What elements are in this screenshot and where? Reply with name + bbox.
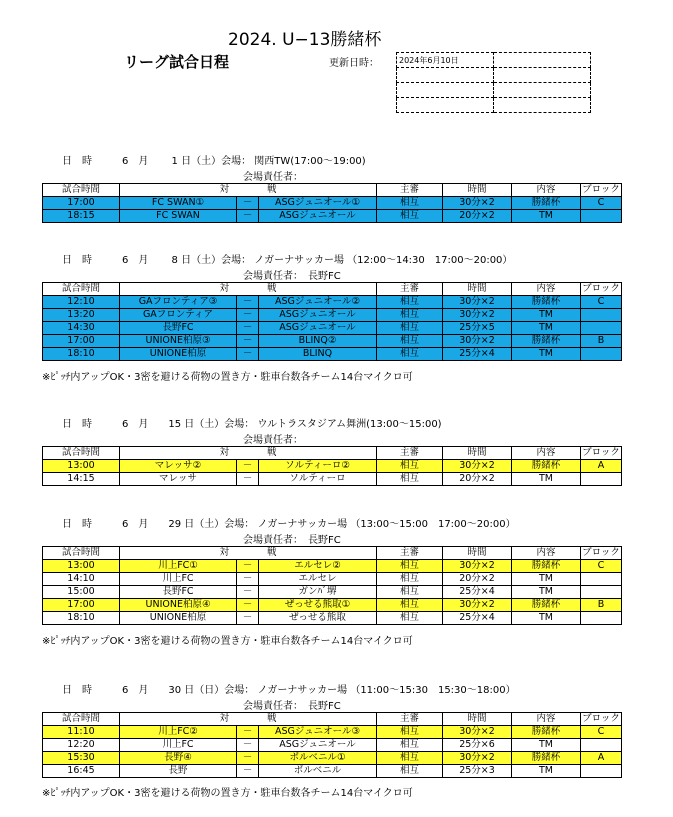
home-team-cell: 長野FC — [120, 322, 237, 335]
match-table — [42, 546, 622, 625]
vs-cell: － — [237, 335, 259, 348]
away-team-cell: ASGジュニオール — [259, 322, 377, 335]
header-cell: ブロック — [582, 283, 620, 294]
block-cell: C — [581, 560, 622, 573]
away-team-cell: ASGジュニオール — [259, 210, 377, 223]
time-cell: 14:10 — [43, 573, 120, 586]
table-header-row — [43, 713, 622, 726]
vs-cell: － — [237, 599, 259, 612]
home-team-cell: 川上FC — [120, 573, 237, 586]
referee-cell: 相互 — [377, 460, 443, 473]
block-cell — [581, 348, 622, 361]
type-cell: 勝緒杯 — [512, 335, 581, 348]
footnote: ※ﾋﾟｯﾁ内アップOK・3密を避ける荷物の置き方・駐車台数各チーム14台マイクロ可 — [42, 788, 413, 799]
away-team-cell: BLINQ② — [259, 335, 377, 348]
header-cell: 主審 — [377, 547, 443, 560]
header-cell: ブロック — [582, 547, 620, 558]
duration-cell: 30分×2 — [443, 460, 512, 473]
table-header-row — [43, 283, 622, 296]
block-cell — [581, 210, 622, 223]
away-team-cell: ASGジュニオール③ — [259, 726, 377, 739]
time-cell: 12:20 — [43, 739, 120, 752]
header-cell: 試合時間 — [43, 447, 120, 460]
header-cell: 主審 — [377, 283, 443, 296]
table-row — [43, 296, 622, 309]
vs-cell: － — [237, 739, 259, 752]
block-cell: B — [581, 599, 622, 612]
time-cell: 15:30 — [43, 752, 120, 765]
home-team-cell: 長野 — [120, 765, 237, 778]
duration-cell: 20分×2 — [443, 473, 512, 486]
away-team-cell: エルセレ — [259, 573, 377, 586]
header-cell: 試合時間 — [43, 184, 120, 197]
vs-cell: － — [237, 322, 259, 335]
referee-cell: 相互 — [377, 726, 443, 739]
vs-cell: － — [237, 460, 259, 473]
type-cell: 勝緒杯 — [512, 197, 581, 210]
header-cell: ブロック — [582, 184, 620, 195]
away-team-cell: ソルティーロ — [259, 473, 377, 486]
update-log-table — [396, 52, 591, 113]
day-header: 日 時 6 月 8 日（土）会場： ノガーナサッカー場 （12:00～14:30 17:00～20:00） — [62, 255, 513, 266]
time-cell: 18:10 — [43, 348, 120, 361]
duration-cell: 25分×4 — [443, 612, 512, 625]
header-cell: 内容 — [512, 547, 581, 560]
away-team-cell: ASGジュニオール — [259, 739, 377, 752]
type-cell: 勝緒杯 — [512, 726, 581, 739]
away-team-cell: ASGジュニオール — [259, 309, 377, 322]
time-cell: 11:10 — [43, 726, 120, 739]
time-cell: 12:10 — [43, 296, 120, 309]
type-cell: TM — [512, 473, 581, 486]
type-cell: 勝緒杯 — [512, 460, 581, 473]
vs-cell: － — [237, 210, 259, 223]
venue-manager: 会場責任者： 長野FC — [243, 535, 341, 546]
table-row — [43, 586, 622, 599]
referee-cell: 相互 — [377, 612, 443, 625]
home-team-cell: FC SWAN① — [120, 197, 237, 210]
home-team-cell: 長野④ — [120, 752, 237, 765]
referee-cell: 相互 — [377, 197, 443, 210]
duration-cell: 30分×2 — [443, 752, 512, 765]
time-cell: 17:00 — [43, 197, 120, 210]
table-row — [43, 560, 622, 573]
type-cell: TM — [512, 322, 581, 335]
referee-cell: 相互 — [377, 586, 443, 599]
table-row — [43, 612, 622, 625]
time-cell: 14:15 — [43, 473, 120, 486]
table-row — [43, 210, 622, 223]
time-cell: 18:15 — [43, 210, 120, 223]
referee-cell: 相互 — [377, 335, 443, 348]
updated-label: 更新日時： — [329, 58, 379, 69]
time-cell: 17:00 — [43, 335, 120, 348]
duration-cell: 20分×2 — [443, 210, 512, 223]
block-cell: C — [581, 726, 622, 739]
home-team-cell: UNIONE柏原 — [120, 612, 237, 625]
header-cell: 主審 — [377, 713, 443, 726]
header-cell: 試合時間 — [43, 547, 120, 560]
vs-cell: － — [237, 752, 259, 765]
match-table — [42, 712, 622, 778]
time-cell: 16:45 — [43, 765, 120, 778]
home-team-cell: 川上FC① — [120, 560, 237, 573]
home-team-cell: UNIONE柏原 — [120, 348, 237, 361]
header-cell: 時間 — [443, 283, 512, 296]
table-row — [43, 473, 622, 486]
vs-cell: － — [237, 573, 259, 586]
referee-cell: 相互 — [377, 210, 443, 223]
venue-manager: 会場責任者： — [243, 172, 303, 183]
duration-cell: 30分×2 — [443, 560, 512, 573]
table-row — [43, 335, 622, 348]
vs-cell: － — [237, 296, 259, 309]
page-title: 2024. U−13勝緒杯 — [228, 30, 382, 50]
time-cell: 13:20 — [43, 309, 120, 322]
duration-cell: 25分×6 — [443, 739, 512, 752]
header-cell: 試合時間 — [43, 713, 120, 726]
type-cell: TM — [512, 309, 581, 322]
table-row — [43, 460, 622, 473]
vs-cell: － — [237, 726, 259, 739]
time-cell: 15:00 — [43, 586, 120, 599]
time-cell: 13:00 — [43, 560, 120, 573]
type-cell: TM — [512, 765, 581, 778]
home-team-cell: UNIONE柏原④ — [120, 599, 237, 612]
vs-cell: － — [237, 765, 259, 778]
vs-cell: － — [237, 560, 259, 573]
vs-cell: － — [237, 473, 259, 486]
referee-cell: 相互 — [377, 296, 443, 309]
duration-cell: 30分×2 — [443, 726, 512, 739]
duration-cell: 30分×2 — [443, 309, 512, 322]
duration-cell: 30分×2 — [443, 296, 512, 309]
type-cell: TM — [512, 573, 581, 586]
referee-cell: 相互 — [377, 739, 443, 752]
day-header: 日 時 6 月 1 日（土）会場： 関西TW(17:00～19:00) — [62, 156, 366, 167]
referee-cell: 相互 — [377, 309, 443, 322]
table-row — [43, 322, 622, 335]
venue-manager: 会場責任者： 長野FC — [243, 701, 341, 712]
block-cell — [581, 309, 622, 322]
time-cell: 18:10 — [43, 612, 120, 625]
duration-cell: 30分×2 — [443, 335, 512, 348]
table-row — [43, 348, 622, 361]
venue-manager: 会場責任者： 長野FC — [243, 271, 341, 282]
type-cell: 勝緒杯 — [512, 752, 581, 765]
away-team-cell: ボルベニル — [259, 765, 377, 778]
block-cell — [581, 612, 622, 625]
header-cell: 時間 — [443, 547, 512, 560]
table-row — [43, 309, 622, 322]
block-cell — [581, 473, 622, 486]
header-cell: 内容 — [512, 447, 581, 460]
away-team-cell: BLINQ — [259, 348, 377, 361]
block-cell: C — [581, 197, 622, 210]
header-cell: 対 戦 — [120, 547, 377, 560]
header-cell: ブロック — [582, 713, 620, 724]
type-cell: TM — [512, 612, 581, 625]
header-cell: 対 戦 — [120, 713, 377, 726]
block-cell: B — [581, 335, 622, 348]
table-row — [43, 726, 622, 739]
footnote: ※ﾋﾟｯﾁ内アップOK・3密を避ける荷物の置き方・駐車台数各チーム14台マイクロ可 — [42, 636, 413, 647]
vs-cell: － — [237, 197, 259, 210]
footnote: ※ﾋﾟｯﾁ内アップOK・3密を避ける荷物の置き方・駐車台数各チーム14台マイクロ可 — [42, 372, 413, 383]
referee-cell: 相互 — [377, 573, 443, 586]
block-cell — [581, 322, 622, 335]
type-cell: 勝緒杯 — [512, 296, 581, 309]
referee-cell: 相互 — [377, 322, 443, 335]
block-cell — [581, 765, 622, 778]
type-cell: TM — [512, 586, 581, 599]
away-team-cell: ソルティーロ② — [259, 460, 377, 473]
table-row — [43, 573, 622, 586]
referee-cell: 相互 — [377, 599, 443, 612]
home-team-cell: 川上FC② — [120, 726, 237, 739]
away-team-cell: ぜっせる熊取 — [259, 612, 377, 625]
referee-cell: 相互 — [377, 560, 443, 573]
duration-cell: 30分×2 — [443, 599, 512, 612]
referee-cell: 相互 — [377, 765, 443, 778]
home-team-cell: GAフロンティア — [120, 309, 237, 322]
header-cell: 内容 — [512, 283, 581, 296]
page-subtitle: リーグ試合日程 — [124, 53, 230, 71]
table-header-row — [43, 184, 622, 197]
vs-cell: － — [237, 309, 259, 322]
header-cell: 対 戦 — [120, 184, 377, 197]
home-team-cell: FC SWAN — [120, 210, 237, 223]
venue-manager: 会場責任者： — [243, 435, 303, 446]
table-row — [43, 599, 622, 612]
table-header-row — [43, 547, 622, 560]
duration-cell: 25分×3 — [443, 765, 512, 778]
block-cell: A — [581, 752, 622, 765]
time-cell: 17:00 — [43, 599, 120, 612]
header-cell: 時間 — [443, 447, 512, 460]
home-team-cell: 川上FC — [120, 739, 237, 752]
duration-cell: 30分×2 — [443, 197, 512, 210]
away-team-cell: ASGジュニオール① — [259, 197, 377, 210]
away-team-cell: ボルベニル① — [259, 752, 377, 765]
type-cell: TM — [512, 739, 581, 752]
duration-cell: 25分×4 — [443, 586, 512, 599]
day-header: 日 時 6 月 29 日（土）会場： ノガーナサッカー場 （13:00～15:00 17:00～20:00） — [62, 519, 516, 530]
away-team-cell: ASGジュニオール② — [259, 296, 377, 309]
away-team-cell: ぜっせる熊取① — [259, 599, 377, 612]
vs-cell: － — [237, 586, 259, 599]
duration-cell: 20分×2 — [443, 573, 512, 586]
vs-cell: － — [237, 348, 259, 361]
header-cell: 対 戦 — [120, 283, 377, 296]
table-row — [43, 765, 622, 778]
home-team-cell: マレッサ — [120, 473, 237, 486]
header-cell: 試合時間 — [43, 283, 120, 296]
block-cell — [581, 573, 622, 586]
header-cell: ブロック — [582, 447, 620, 458]
header-cell: 時間 — [443, 184, 512, 197]
match-table — [42, 282, 622, 361]
duration-cell: 25分×5 — [443, 322, 512, 335]
type-cell: TM — [512, 210, 581, 223]
away-team-cell: ガンﾊﾞ堺 — [259, 586, 377, 599]
match-table — [42, 183, 622, 223]
type-cell: 勝緒杯 — [512, 560, 581, 573]
home-team-cell: 長野FC — [120, 586, 237, 599]
header-cell: 主審 — [377, 184, 443, 197]
referee-cell: 相互 — [377, 473, 443, 486]
away-team-cell: エルセレ② — [259, 560, 377, 573]
header-cell: 内容 — [512, 713, 581, 726]
vs-cell: － — [237, 612, 259, 625]
day-header: 日 時 6 月 15 日（土）会場： ウルトラスタジアム舞洲(13:00～15:00) — [62, 419, 442, 430]
day-header: 日 時 6 月 30 日（日）会場： ノガーナサッカー場 （11:00～15:30 15:30～18:00） — [62, 685, 516, 696]
block-cell: C — [581, 296, 622, 309]
referee-cell: 相互 — [377, 348, 443, 361]
referee-cell: 相互 — [377, 752, 443, 765]
table-header-row — [43, 447, 622, 460]
type-cell: TM — [512, 348, 581, 361]
header-cell: 内容 — [512, 184, 581, 197]
home-team-cell: GAフロンティア③ — [120, 296, 237, 309]
table-row — [43, 739, 622, 752]
header-cell: 時間 — [443, 713, 512, 726]
update-date-cell: 2024年6月10日 — [397, 53, 494, 68]
block-cell — [581, 739, 622, 752]
time-cell: 14:30 — [43, 322, 120, 335]
home-team-cell: マレッサ② — [120, 460, 237, 473]
block-cell: A — [581, 460, 622, 473]
match-table — [42, 446, 622, 486]
block-cell — [581, 586, 622, 599]
type-cell: 勝緒杯 — [512, 599, 581, 612]
table-row — [43, 752, 622, 765]
header-cell: 対 戦 — [120, 447, 377, 460]
time-cell: 13:00 — [43, 460, 120, 473]
duration-cell: 25分×4 — [443, 348, 512, 361]
table-row — [43, 197, 622, 210]
home-team-cell: UNIONE柏原③ — [120, 335, 237, 348]
header-cell: 主審 — [377, 447, 443, 460]
